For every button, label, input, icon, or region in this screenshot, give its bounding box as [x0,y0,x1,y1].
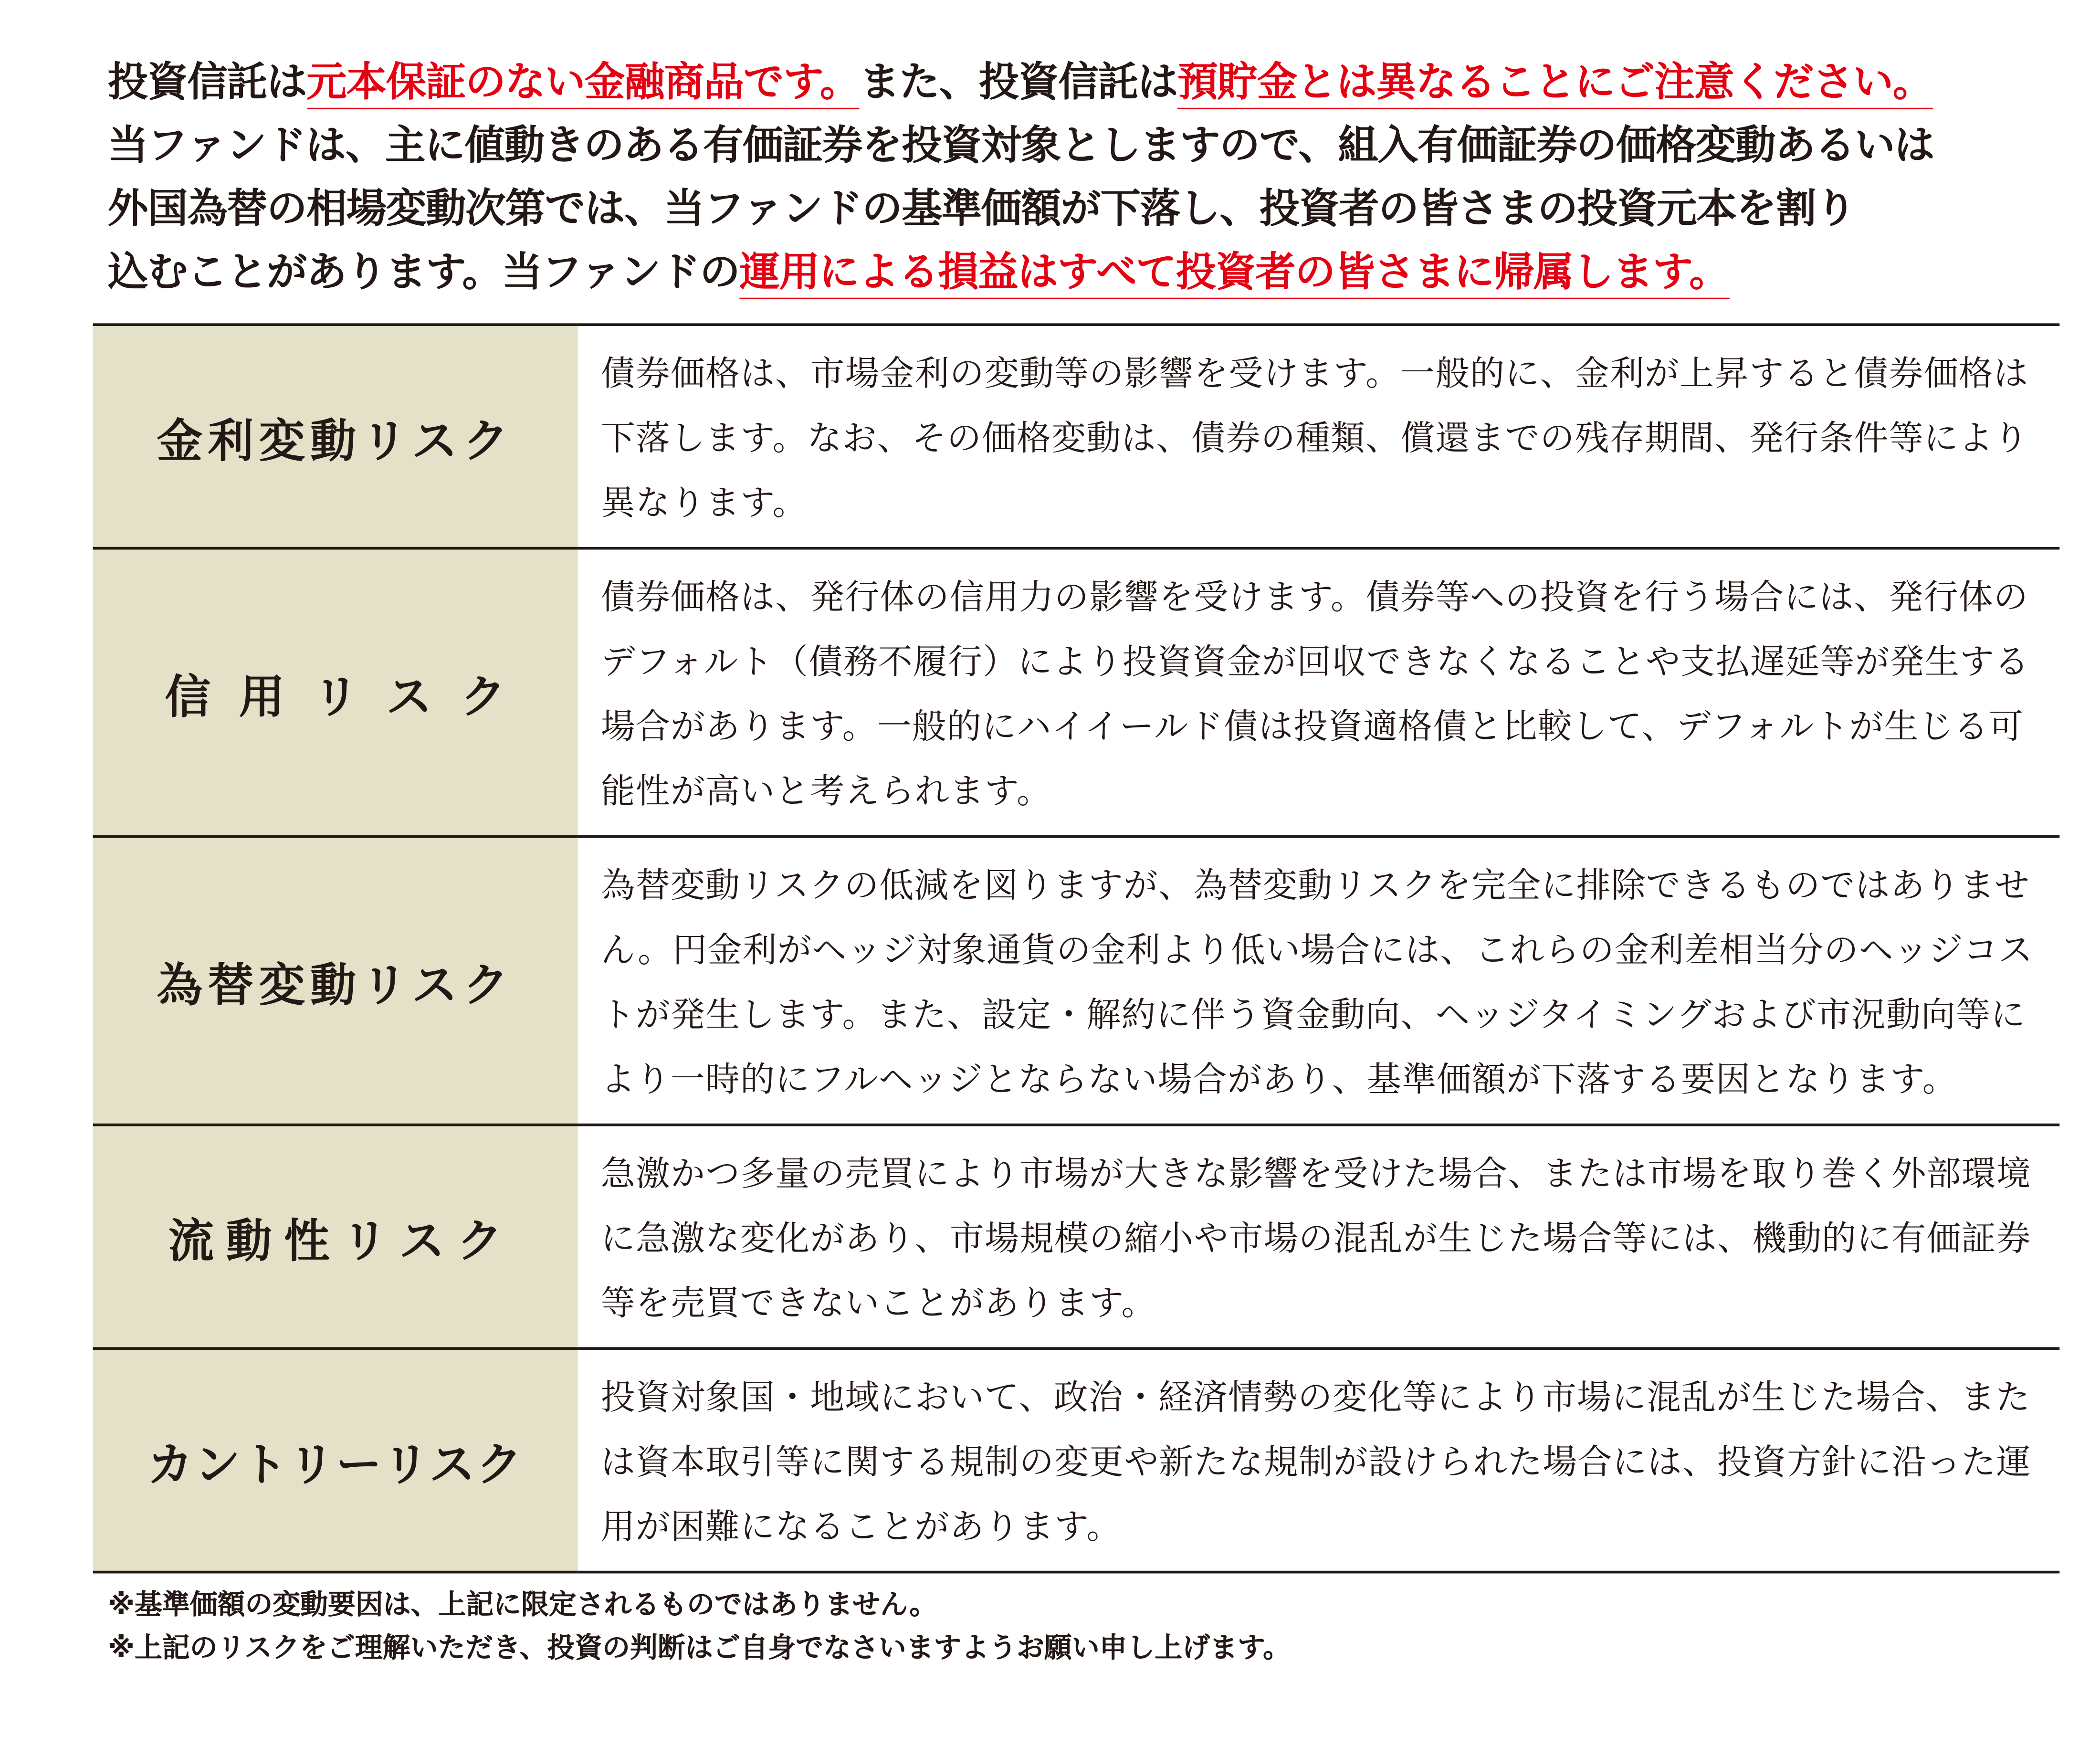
risk-description: 債券価格は、市場金利の変動等の影響を受けます。一般的に、金利が上昇すると債券価格は下落します。なお、その価格変動は、債券の種類、償還までの残存期間、発行条件等により異なります。 [600,354,2029,524]
risk-description: 投資対象国・地域において、政治・経済情勢の変化等により市場に混乱が生じた場合、または資本取引等に関する規制の変更や新たな規制が設けられた場合には、投資方針に沿った運用が困難になることがあります。 [600,1378,2031,1548]
risk-name-cell: 信用リスク [93,548,578,837]
risk-name-cell: 為替変動リスク [93,837,578,1125]
intro-paragraph [108,51,2075,305]
risk-row-country [93,1348,2060,1572]
footnotes [108,1583,2075,1669]
risk-description: 為替変動リスクの低減を図りますが、為替変動リスクを完全に排除できるものではありません。円金利がヘッジ対象通貨の金利より低い場合には、これらの金利差相当分のヘッジコストが発生します。また、設定・解約に伴う資金動向、ヘッジタイミングおよび市況動向等により一時的にフルヘッジとならない場合があり、基準価額が下落する要因となります。 [600,866,2034,1101]
risk-description: 急激かつ多量の売買により市場が大きな影響を受けた場合、または市場を取り巻く外部環境に急激な変化があり、市場規模の縮小や市場の混乱が生じた場合等には、機動的に有価証券等を売買できないことがあります。 [600,1154,2031,1325]
risk-row-credit [93,548,2060,837]
intro-text: また、投資信託は [859,59,1177,106]
intro-text: 込むことがあります。当ファンドの [107,249,740,296]
intro-line-3: 外国為替の相場変動次第では、当ファンドの基準価額が下落し、投資者の皆さまの投資元本を割り [107,186,1856,233]
risk-row-liquidity [93,1125,2060,1349]
emphasis-no-principal-guarantee: 元本保証のない金融商品です。 [306,59,860,109]
risk-name-cell: カントリーリスク [93,1348,578,1572]
intro-line-2: 当ファンドは、主に値動きのある有価証券を投資対象としますので、組入有価証券の価格変動あるいは [107,122,1934,170]
emphasis-gains-losses-belong-to-investors: 運用による損益はすべて投資者の皆さまに帰属します。 [739,249,1729,299]
risk-name-cell: 金利変動リスク [93,325,578,548]
footnote: ※上記のリスクをご理解いただき、投資の判断はご自身でなさいますようお願い申し上げます。 [107,1631,1291,1664]
risk-row-interest-rate [93,325,2060,548]
intro-text: 投資信託は [107,59,307,106]
footnote: ※基準価額の変動要因は、上記に限定されるものではありません。 [107,1588,937,1621]
risk-table [93,323,2060,1573]
intro-line-4 [108,241,2075,305]
risk-row-fx [93,837,2060,1125]
risk-description: 債券価格は、発行体の信用力の影響を受けます。債券等への投資を行う場合には、発行体のデフォルト（債務不履行）により投資資金が回収できなくなることや支払遅延等が発生する場合があります。一般的にハイイールド債は投資適格債と比較して、デフォルトが生じる可能性が高いと考えられます。 [600,578,2030,812]
intro-line-1 [108,51,2075,115]
emphasis-not-deposit: 預貯金とは異なることにご注意ください。 [1177,59,1932,109]
risk-name-cell: 流動性リスク [93,1125,578,1349]
